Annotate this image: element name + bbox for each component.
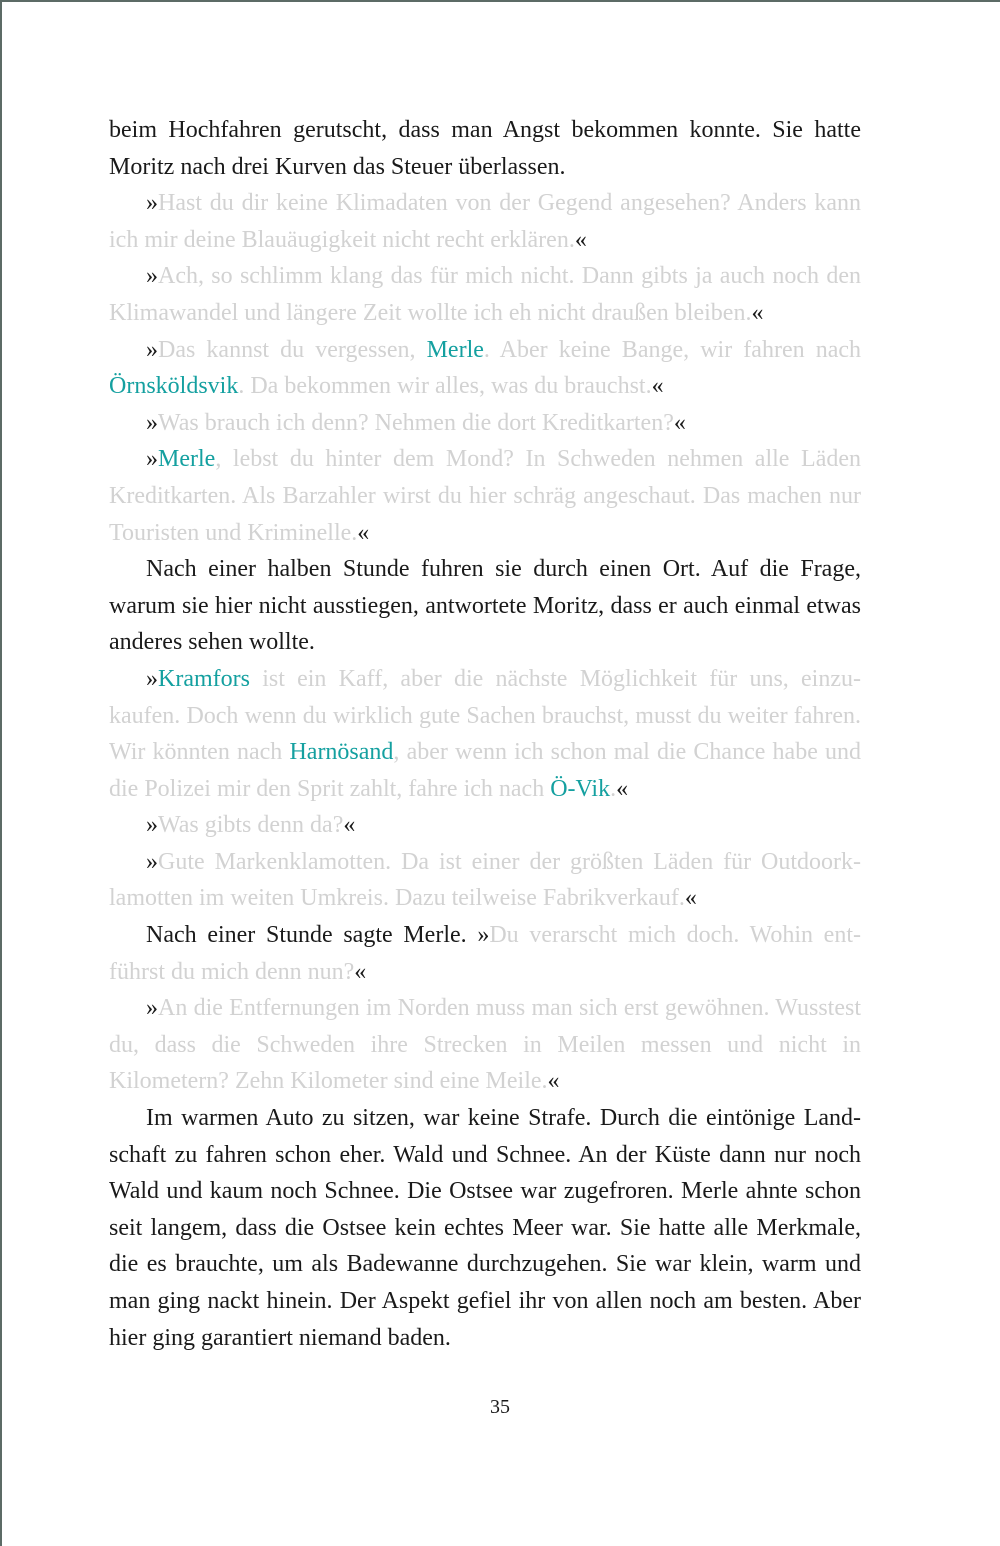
faded-dialogue: An die Entfernungen im Norden muss man sich erst gewöhnen. Wusstest du, dass die Schweden ihre Strecken in Meilen messen und nicht in Kilometern? Zehn Kilometer sind eine Meile. <box>109 995 861 1095</box>
close-quote: « <box>574 226 587 253</box>
open-quote: » <box>146 848 158 875</box>
close-quote: « <box>547 1068 560 1095</box>
faded-dialogue: Ach, so schlimm klang das für mich nicht. Dann gibts ja auch noch den Klimawandel und längere Zeit wollte ich eh nicht draußen bleiben. <box>109 263 861 326</box>
paragraph-13 <box>109 1100 861 1356</box>
open-quote: » <box>146 263 158 290</box>
open-quote: » <box>146 336 158 363</box>
open-quote: » <box>146 190 158 217</box>
open-quote: » <box>146 995 158 1022</box>
paragraph-7 <box>109 551 861 661</box>
faded-dialogue: Du verarscht mich doch. Wohin entführst du mich denn nun? <box>109 922 861 985</box>
paragraph-11 <box>109 917 861 990</box>
highlighted-place: Kramfors <box>158 665 250 692</box>
body-text <box>109 112 861 1356</box>
highlighted-place: Örnsköldsvik <box>109 373 239 400</box>
narration-text: Im warmen Auto zu sitzen, war keine Strafe. Durch die eintönige Landschaft zu fahren schon eher. Wald und Schnee. An der Küste dann nur noch Wald und kaum noch Schnee. Die Ostsee war zugefroren. Merle ahnte schon seit langem, dass die Ostsee kein echtes Meer war. Sie hatte alle Merkmale, die es brauchte, um als Badewanne durchzugehen. Sie war klein, warm und man ging nackt hinein. Der Aspekt gefiel ihr von allen noch am besten. Aber hier ging garantiert niemand baden. <box>109 1105 861 1351</box>
highlighted-place: Ö-Vik <box>550 775 611 802</box>
close-quote: « <box>616 775 629 802</box>
close-quote: « <box>354 958 367 985</box>
open-quote: » <box>477 922 490 949</box>
close-quote: « <box>673 409 686 436</box>
close-quote: « <box>651 373 664 400</box>
faded-dialogue: Gute Markenklamotten. Da ist einer der größten Läden für Outdoorklamotten im weiten Umkreis. Dazu teilweise Fabrikverkauf. <box>109 848 861 912</box>
open-quote: » <box>146 409 158 436</box>
page-edge-top <box>0 0 1000 2</box>
page-edge-left <box>0 0 2 1546</box>
paragraph-2 <box>109 185 861 258</box>
faded-dialogue: Was brauch ich denn? Nehmen die dort Kreditkarten? <box>158 409 674 436</box>
paragraph-4 <box>109 332 861 405</box>
faded-dialogue: ist ein Kaff, aber die nächste Möglichkeit für uns, einzukaufen. Doch wenn du wirklich gute Sachen brauchst, musst du weiter fahren. Wir könnten nach <box>109 665 861 766</box>
paragraph-9 <box>109 807 861 844</box>
paragraph-3 <box>109 258 861 331</box>
faded-dialogue: . Da bekommen wir alles, was du brauchst. <box>238 373 652 400</box>
paragraph-10 <box>109 844 861 917</box>
paragraph-6 <box>109 441 861 551</box>
close-quote: « <box>684 885 697 912</box>
faded-dialogue: . Aber keine Bange, wir fahren nach <box>483 336 861 363</box>
open-quote: » <box>146 812 158 839</box>
faded-dialogue: , aber wenn ich schon mal die Chance habe und die Polizei mir den Sprit zahlt, fahre ich nach <box>109 739 861 802</box>
paragraph-8 <box>109 661 861 807</box>
narration-text: Nach einer halben Stunde fuhren sie durch einen Ort. Auf die Frage, warum sie hier nicht ausstiegen, antwortete Moritz, dass er auch einmal etwas anderes sehen wollte. <box>109 556 861 656</box>
highlighted-name: Merle <box>426 336 484 363</box>
open-quote: » <box>146 446 158 473</box>
highlighted-place: Harnösand <box>289 739 394 766</box>
faded-dialogue: , lebst du hinter dem Mond? In Schweden nehmen alle Läden Kreditkarten. Als Barzahler wirst du hier schräg angeschaut. Das machen nur Touristen und Kriminelle. <box>109 446 861 546</box>
highlighted-name: Merle <box>158 446 216 473</box>
faded-dialogue: Hast du dir keine Klimadaten von der Gegend angesehen? Anders kann ich mir deine Blauäugigkeit nicht recht erklären. <box>109 190 861 253</box>
close-quote: « <box>343 812 356 839</box>
faded-dialogue: Das kannst du vergessen, <box>158 336 427 363</box>
page-number: 35 <box>490 1396 510 1418</box>
paragraph-5 <box>109 405 861 442</box>
close-quote: « <box>751 299 764 326</box>
faded-dialogue: Was gibts denn da? <box>158 812 344 839</box>
paragraph-12 <box>109 990 861 1100</box>
open-quote: » <box>146 665 158 692</box>
faded-dialogue: . <box>610 775 617 802</box>
paragraph-1 <box>109 112 861 185</box>
narration-text: beim Hochfahren gerutscht, dass man Angst bekommen konnte. Sie hatte Moritz nach drei Kurven das Steuer überlassen. <box>109 117 861 180</box>
close-quote: « <box>357 519 370 546</box>
narration-text: Nach einer Stunde sagte Merle. <box>146 922 478 949</box>
